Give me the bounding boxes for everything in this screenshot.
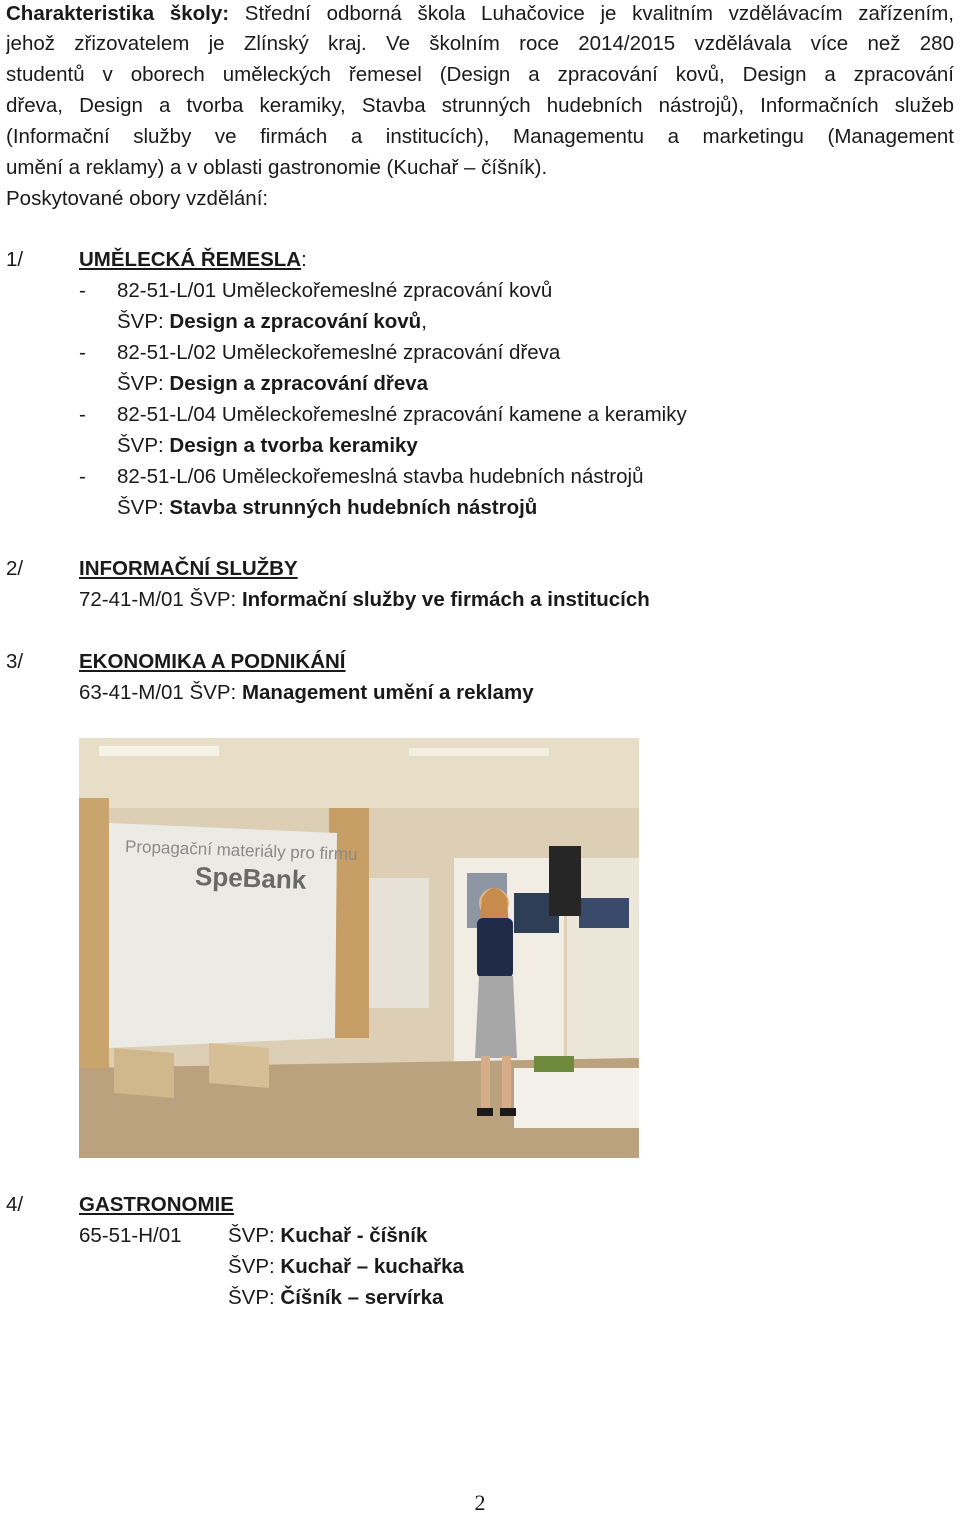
intro-label: Charakteristika školy: (6, 2, 230, 25)
svp-name-gastro-3: Číšník – servírka (280, 1286, 444, 1309)
section-1-number: 1/ (6, 248, 24, 271)
svp-suffix-1: , (421, 310, 427, 333)
svp-name-4: Stavba strunných hudebních nástrojů (169, 496, 538, 519)
section-4-number: 4/ (6, 1193, 24, 1216)
section-1-title: UMĚLECKÁ ŘEMESLA (79, 248, 302, 271)
intro-line-2: jehož zřizovatelem je Zlínský kraj. Ve školním roce 2014/2015 vzdělávala více než 280 (6, 32, 954, 55)
svp-label: ŠVP: (117, 372, 170, 395)
section-3-title: EKONOMIKA A PODNIKÁNÍ (79, 650, 346, 673)
intro-line-1 (6, 0, 954, 28)
section-2-title: INFORMAČNÍ SLUŽBY (79, 557, 298, 580)
section-3-svp: Management umění a reklamy (241, 681, 534, 704)
svp-line-1 (117, 308, 427, 336)
section-3-code: 63-41-M/01 ŠVP: (79, 681, 242, 704)
svp-line-gastro-2 (228, 1253, 464, 1281)
svp-label: ŠVP: (117, 496, 170, 519)
list-item-dash: - (79, 341, 86, 364)
svp-label: ŠVP: (117, 434, 170, 457)
presentation-photo (79, 738, 639, 1158)
intro-line-5: (Informační služby ve firmách a institucích), Managementu a marketingu (Management (6, 125, 954, 148)
section-2-program (79, 586, 650, 614)
svp-line-2 (117, 370, 428, 398)
section-3-number: 3/ (6, 650, 24, 673)
svp-label: ŠVP: (228, 1255, 281, 1278)
svp-line-gastro-3 (228, 1284, 443, 1312)
intro-line-7: Poskytované obory vzdělání: (6, 187, 269, 210)
svp-label: ŠVP: (228, 1224, 281, 1247)
intro-line-3: studentů v oborech uměleckých řemesel (Design a zpracování kovů, Design a zpracování (6, 63, 954, 86)
program-code-3: 82-51-L/04 Uměleckořemeslné zpracování kamene a keramiky (117, 403, 687, 426)
intro-line-4: dřeva, Design a tvorba keramiky, Stavba strunných hudebních nástrojů), Informačních služeb (6, 94, 954, 117)
section-4-title: GASTRONOMIE (79, 1193, 234, 1216)
program-code-2: 82-51-L/02 Uměleckořemeslné zpracování dřeva (117, 341, 561, 364)
page-number: 2 (474, 1490, 486, 1515)
section-2-svp: Informační služby ve firmách a institucích (241, 588, 650, 611)
section-2-code: 72-41-M/01 ŠVP: (79, 588, 242, 611)
svp-line-gastro-1 (228, 1222, 427, 1250)
list-item-dash: - (79, 403, 86, 426)
section-3-program (79, 679, 534, 707)
section-1-heading (79, 246, 307, 274)
slide-brand: SpeBank (194, 861, 307, 895)
section-4-code: 65-51-H/01 (79, 1224, 182, 1247)
svp-name-gastro-1: Kuchař - číšník (280, 1224, 428, 1247)
svp-name-3: Design a tvorba keramiky (169, 434, 418, 457)
svp-name-2: Design a zpracování dřeva (169, 372, 429, 395)
intro-line-1-text: Střední odborná škola Luhačovice je kvalitním vzdělávacím zařízením, (244, 2, 954, 25)
svp-line-4 (117, 494, 537, 522)
section-1-colon: : (301, 248, 307, 271)
svp-line-3 (117, 432, 418, 460)
program-code-4: 82-51-L/06 Uměleckořemeslná stavba hudebních nástrojů (117, 465, 644, 488)
svp-name-1: Design a zpracování kovů (169, 310, 422, 333)
list-item-dash: - (79, 465, 86, 488)
svp-name-gastro-2: Kuchař – kuchařka (280, 1255, 464, 1278)
slide-title: Propagační materiály pro firmu (124, 836, 358, 865)
section-2-number: 2/ (6, 557, 24, 580)
svp-label: ŠVP: (228, 1286, 281, 1309)
program-code-1: 82-51-L/01 Uměleckořemeslné zpracování kovů (117, 279, 553, 302)
svp-label: ŠVP: (117, 310, 170, 333)
intro-line-6: umění a reklamy) a v oblasti gastronomie (Kuchař – číšník). (6, 156, 548, 179)
list-item-dash: - (79, 279, 86, 302)
